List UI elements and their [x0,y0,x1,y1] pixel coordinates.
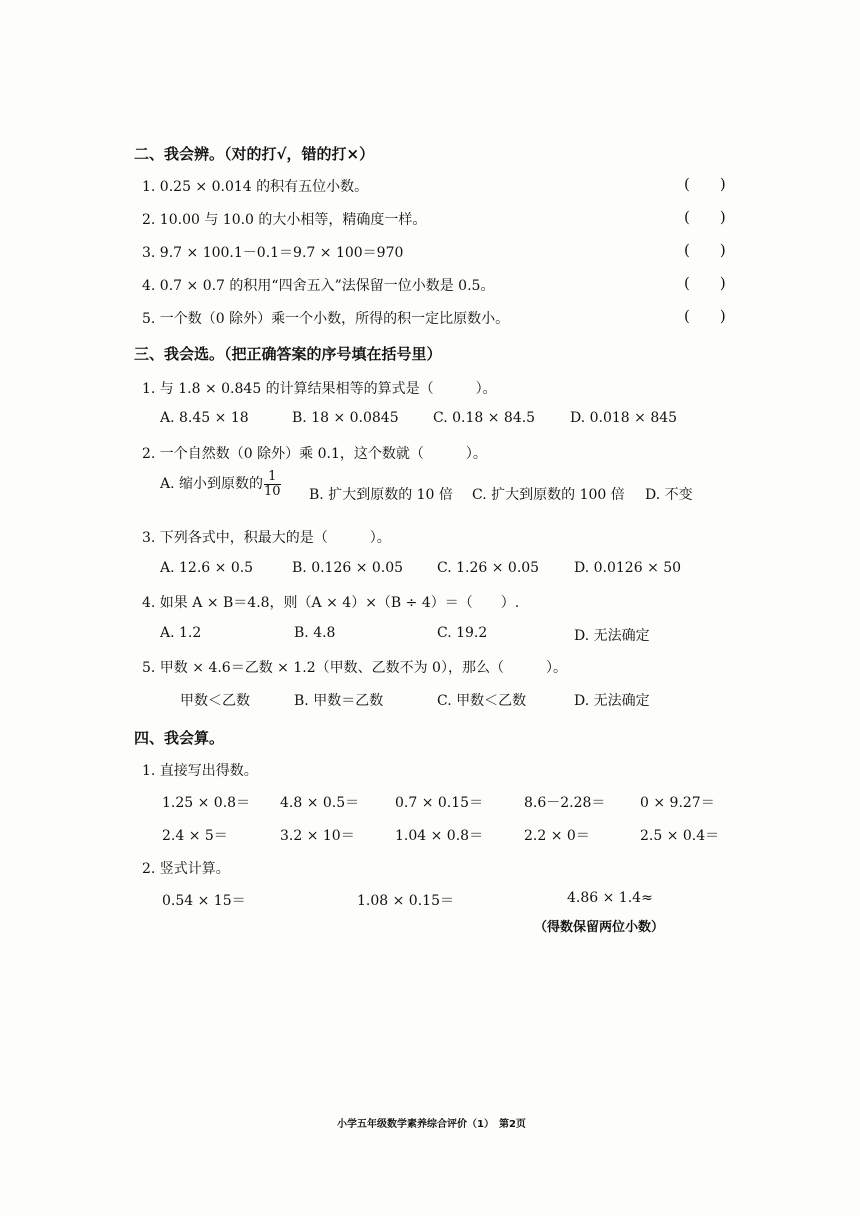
oral-calc-r1-c1[interactable]: 1.25 × 0.8＝ [162,795,251,811]
choice-q2-option-a[interactable] [160,470,282,498]
judge-answer-1[interactable]: ( ) [684,175,726,193]
oral-calc-r1-c5[interactable]: 0 × 9.27＝ [640,795,715,811]
judge-item-5: 5. 一个数（0 除外）乘一个小数，所得的积一定比原数小。 [142,311,510,327]
judge-answer-3[interactable]: ( ) [684,241,726,259]
choice-q4-option-c[interactable]: C. 19.2 [437,625,488,641]
choice-q3-option-b[interactable]: B. 0.126 × 0.05 [292,560,404,576]
choice-q4-stem: 4. 如果 A × B＝4.8，则（A × 4）×（B ÷ 4）＝（ ）. [142,595,520,611]
oral-calc-r1-c4[interactable]: 8.6－2.28＝ [524,795,606,811]
choice-q4-option-b[interactable]: B. 4.8 [294,625,336,641]
choice-q3-option-a[interactable]: A. 12.6 × 0.5 [160,560,254,576]
oral-calc-heading: 1. 直接写出得数。 [142,763,258,779]
choice-q2-option-a-text: A. 缩小到原数的 [160,476,264,493]
judge-item-4: 4. 0.7 × 0.7 的积用“四舍五入”法保留一位小数是 0.5。 [142,278,495,294]
fraction-one-tenth [264,470,281,498]
page-footer: 小学五年级数学素养综合评价（1） 第2页 [337,1119,526,1130]
choice-q4-option-d[interactable]: D. 无法确定 [574,628,650,644]
choice-q1-option-b[interactable]: B. 18 × 0.0845 [292,410,399,426]
judge-item-1: 1. 0.25 × 0.014 的积有五位小数。 [142,179,369,195]
choice-q5-option-c[interactable]: C. 甲数＜乙数 [437,693,527,709]
choice-q1-option-d[interactable]: D. 0.018 × 845 [570,410,678,426]
oral-calc-r2-c5[interactable]: 2.5 × 0.4＝ [640,828,720,844]
choice-q4-option-a[interactable]: A. 1.2 [160,625,202,641]
oral-calc-r2-c2[interactable]: 3.2 × 10＝ [280,828,355,844]
choice-q1-stem: 1. 与 1.8 × 0.845 的计算结果相等的算式是（ ）。 [142,381,497,397]
rounding-note: （得数保留两位小数） [534,920,665,935]
choice-q2-option-d[interactable]: D. 不变 [645,487,693,503]
oral-calc-r2-c1[interactable]: 2.4 × 5＝ [162,828,228,844]
choice-q5-option-b[interactable]: B. 甲数＝乙数 [294,693,384,709]
choice-q1-option-a[interactable]: A. 8.45 × 18 [160,410,249,426]
choice-q3-option-d[interactable]: D. 0.0126 × 50 [574,560,682,576]
oral-calc-r1-c2[interactable]: 4.8 × 0.5＝ [280,795,360,811]
choice-q3-stem: 3. 下列各式中，积最大的是（ ）。 [142,530,391,546]
choice-q1-option-c[interactable]: C. 0.18 × 84.5 [433,410,536,426]
oral-calc-r1-c3[interactable]: 0.7 × 0.15＝ [395,795,484,811]
judge-answer-5[interactable]: ( ) [684,307,726,325]
fraction-denominator: 10 [264,483,281,499]
section-4-title: 四、我会算。 [134,729,225,747]
oral-calc-r2-c4[interactable]: 2.2 × 0＝ [524,828,590,844]
judge-item-3: 3. 9.7 × 100.1－0.1＝9.7 × 100＝970 [142,245,404,261]
choice-q2-stem: 2. 一个自然数（0 除外）乘 0.1，这个数就（ ）。 [142,446,487,462]
choice-q2-option-c[interactable]: C. 扩大到原数的 100 倍 [472,487,625,503]
choice-q5-option-a[interactable]: 甲数＜乙数 [180,693,250,709]
judge-answer-4[interactable]: ( ) [684,274,726,292]
choice-q2-option-b[interactable]: B. 扩大到原数的 10 倍 [309,487,453,503]
judge-answer-2[interactable]: ( ) [684,208,726,226]
vertical-calc-1[interactable]: 0.54 × 15＝ [162,893,246,909]
choice-q5-stem: 5. 甲数 × 4.6＝乙数 × 1.2（甲数、乙数不为 0），那么（ ）。 [142,660,567,676]
vertical-calc-heading: 2. 竖式计算。 [142,861,230,877]
oral-calc-r2-c3[interactable]: 1.04 × 0.8＝ [395,828,484,844]
vertical-calc-3[interactable]: 4.86 × 1.4≈ [567,890,653,906]
choice-q3-option-c[interactable]: C. 1.26 × 0.05 [437,560,540,576]
vertical-calc-2[interactable]: 1.08 × 0.15＝ [357,893,454,909]
judge-item-2: 2. 10.00 与 10.0 的大小相等，精确度一样。 [142,212,427,228]
choice-q5-option-d[interactable]: D. 无法确定 [574,693,650,709]
section-3-title: 三、我会选。（把正确答案的序号填在括号里） [134,345,442,363]
fraction-numerator: 1 [264,470,281,485]
section-2-title: 二、我会辨。（对的打√，错的打×） [134,145,375,163]
